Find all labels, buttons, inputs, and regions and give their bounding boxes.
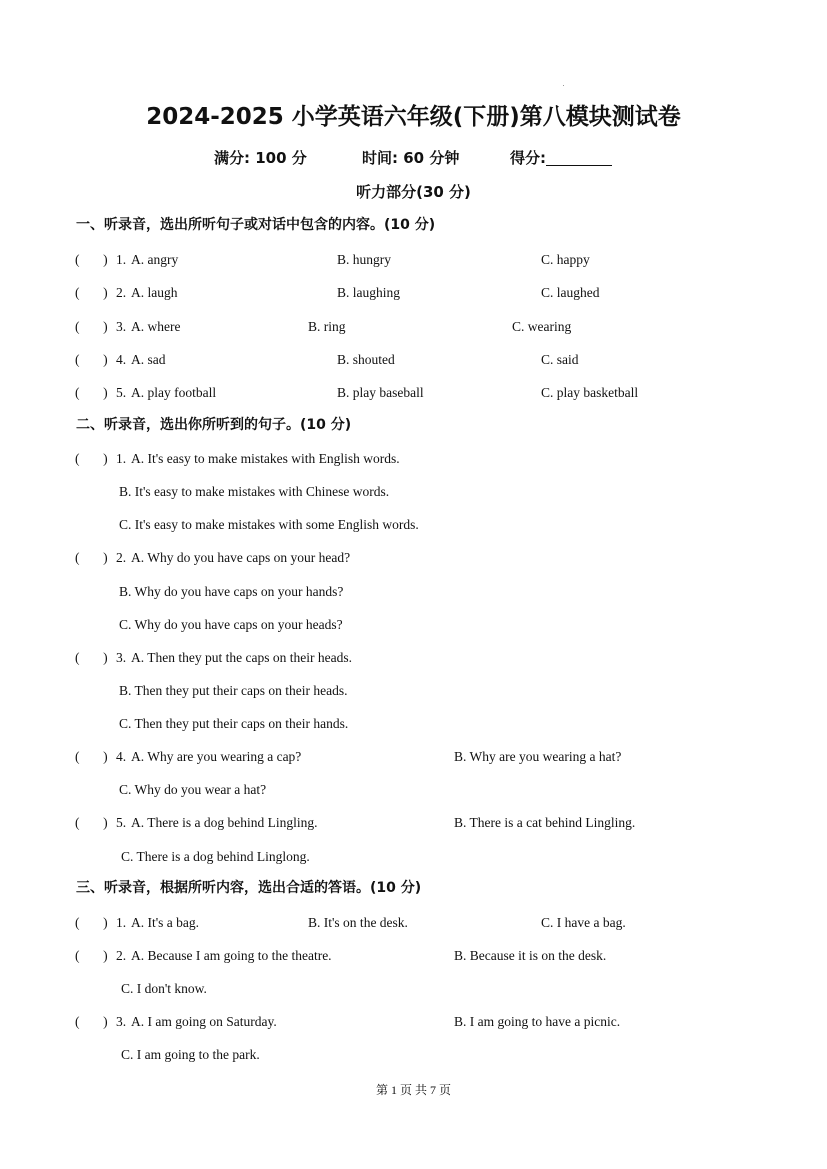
exam-time: 时间: 60 分钟 <box>362 149 460 167</box>
option-c: C. Why do you have caps on your heads? <box>119 617 343 632</box>
answer-blank[interactable]: ( ) <box>75 352 108 367</box>
option-b: B. Why are you wearing a hat? <box>454 749 622 764</box>
option-c: C. Why do you wear a hat? <box>119 782 267 797</box>
option-a: A. laugh <box>131 285 178 300</box>
option-a: A. It's easy to make mistakes with English words. <box>131 451 400 466</box>
question-number: 3. <box>116 650 127 665</box>
page-footer: 第 1 页 共 7 页 <box>375 1083 451 1097</box>
question-number: 5. <box>116 815 127 830</box>
answer-blank[interactable]: ( ) <box>75 915 108 930</box>
option-a: A. I am going on Saturday. <box>131 1014 277 1029</box>
option-a: A. where <box>131 319 181 334</box>
option-b: B. There is a cat behind Lingling. <box>454 815 636 830</box>
option-b: B. It's on the desk. <box>308 915 408 930</box>
answer-blank[interactable]: ( ) <box>75 650 108 665</box>
option-b: B. shouted <box>337 352 395 367</box>
question-number: 2. <box>116 948 127 963</box>
question-number: 5. <box>116 385 127 400</box>
option-b: B. hungry <box>337 252 391 267</box>
section2-heading: 二、听录音，选出你所听到的句子。(10 分) <box>76 417 352 433</box>
option-b: B. It's easy to make mistakes with Chinese words. <box>119 484 390 499</box>
section1-heading: 一、听录音，选出所听句子或对话中包含的内容。(10 分) <box>76 217 436 233</box>
answer-blank[interactable]: ( ) <box>75 252 108 267</box>
option-a: A. Because I am going to the theatre. <box>131 948 332 963</box>
answer-blank[interactable]: ( ) <box>75 385 108 400</box>
option-c: C. said <box>541 352 579 367</box>
option-c: C. I don't know. <box>121 981 207 996</box>
part-title: 听力部分(30 分) <box>356 183 471 201</box>
question-number: 2. <box>116 550 127 565</box>
option-c: C. play basketball <box>541 385 639 400</box>
option-c: C. Then they put their caps on their hands. <box>119 716 349 731</box>
option-a: A. It's a bag. <box>131 915 200 930</box>
question-number: 2. <box>116 285 127 300</box>
page-title: 2024-2025 小学英语六年级(下册)第八模块测试卷 <box>146 104 681 130</box>
answer-blank[interactable]: ( ) <box>75 749 108 764</box>
answer-blank[interactable]: ( ) <box>75 815 108 830</box>
score-blank[interactable] <box>546 151 612 166</box>
option-c: C. I am going to the park. <box>121 1047 260 1062</box>
question-number: 1. <box>116 915 127 930</box>
option-a: A. angry <box>131 252 179 267</box>
option-c: C. happy <box>541 252 590 267</box>
option-a: A. play football <box>131 385 217 400</box>
answer-blank[interactable]: ( ) <box>75 1014 108 1029</box>
answer-blank[interactable]: ( ) <box>75 285 108 300</box>
option-b: B. Then they put their caps on their heads. <box>119 683 348 698</box>
option-b: B. ring <box>308 319 346 334</box>
option-b: B. Because it is on the desk. <box>454 948 607 963</box>
option-a: A. sad <box>131 352 166 367</box>
option-b: B. I am going to have a picnic. <box>454 1014 621 1029</box>
option-c: C. laughed <box>541 285 600 300</box>
score-field[interactable] <box>510 151 612 166</box>
section3-heading: 三、听录音，根据所听内容，选出合适的答语。(10 分) <box>76 880 422 896</box>
question-number: 3. <box>116 1014 127 1029</box>
scan-dot <box>563 85 564 86</box>
option-c: C. I have a bag. <box>541 915 626 930</box>
option-b: B. laughing <box>337 285 400 300</box>
option-a: A. There is a dog behind Lingling. <box>131 815 318 830</box>
question-number: 1. <box>116 252 127 267</box>
answer-blank[interactable]: ( ) <box>75 319 108 334</box>
full-score: 满分: 100 分 <box>214 149 307 167</box>
question-number: 3. <box>116 319 127 334</box>
option-a: A. Why are you wearing a cap? <box>131 749 302 764</box>
option-c: C. There is a dog behind Linglong. <box>121 849 310 864</box>
score-label: 得分: <box>510 149 546 167</box>
answer-blank[interactable]: ( ) <box>75 550 108 565</box>
option-b: B. play baseball <box>337 385 424 400</box>
option-b: B. Why do you have caps on your hands? <box>119 584 344 599</box>
option-c: C. wearing <box>512 319 572 334</box>
answer-blank[interactable]: ( ) <box>75 948 108 963</box>
option-c: C. It's easy to make mistakes with some English words. <box>119 517 419 532</box>
answer-blank[interactable]: ( ) <box>75 451 108 466</box>
option-a: A. Why do you have caps on your head? <box>131 550 351 565</box>
question-number: 1. <box>116 451 127 466</box>
question-number: 4. <box>116 352 127 367</box>
option-a: A. Then they put the caps on their heads. <box>131 650 352 665</box>
question-number: 4. <box>116 749 127 764</box>
